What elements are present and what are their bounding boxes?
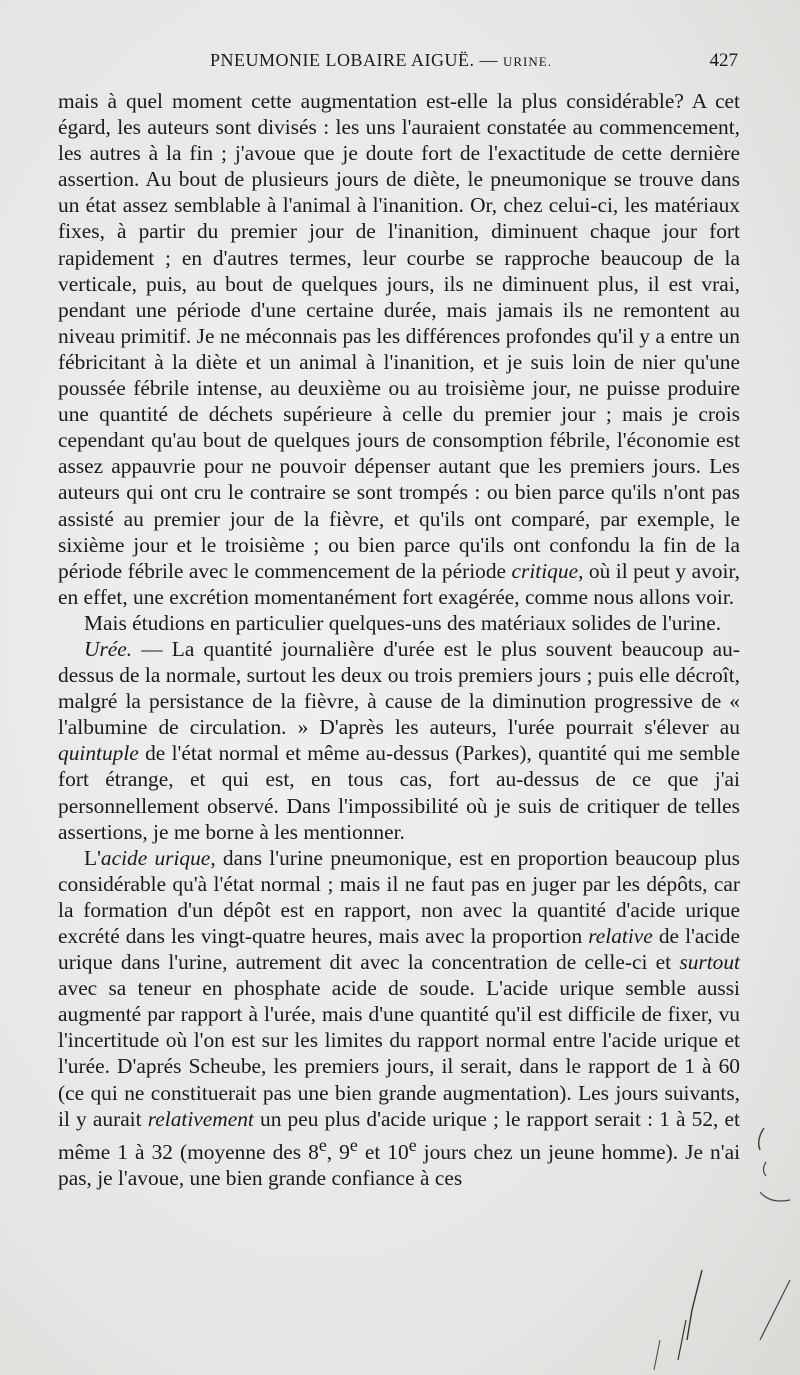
running-title-section: URINE. <box>502 54 552 69</box>
text-run: et 10 <box>357 1139 409 1164</box>
superscript: e <box>349 1134 358 1155</box>
body-text <box>58 88 740 1191</box>
text-run: avec sa teneur en phosphate acide de soude. L'acide urique semble aussi augmenté par rapport à l'urée, mais d'une quantité qu'il est difficile de fixer, vu l'incertitude où l'on est sur les limites du rapport normal entre l'acide urique et l'urée. D'aprés Scheube, les premiers jours, il serait, dans le rapport de 1 à 60 (ce qui ne constituerait pas une bien grande augmentation). Les jours suivants, il y aurait <box>58 976 740 1131</box>
text-run: L' <box>84 845 101 870</box>
superscript: e <box>408 1134 417 1155</box>
text-run: , dans l'urine pneumonique, est en proportion beaucoup plus considérable qu'à l'état normal ; mais il ne faut pas en juger par les dépôts, car la formation d'un dépôt est en rapport, non avec la quantité d'acide urique excrété dans les vingt-quatre heures, mais avec la proportion <box>58 845 740 948</box>
paragraph-1 <box>58 88 740 610</box>
text-run: de l'acide urique dans l'urine, autrement dit avec la concentration de celle-ci et <box>58 924 740 975</box>
paragraph-2: Mais étudions en particulier quelques-uns des matériaux solides de l'urine. <box>84 610 722 635</box>
italic-text: critique <box>511 558 579 583</box>
superscript: e <box>318 1134 327 1155</box>
text-run: , 9 <box>326 1139 350 1164</box>
text-run: jours chez un jeune homme). Je n'ai pas, je l'avoue, une bien grande confiance à ces <box>58 1139 741 1190</box>
italic-text: quintuple <box>58 741 139 766</box>
italic-text: relative <box>588 924 653 948</box>
text-run: mais à quel moment cette augmentation est-elle la plus considérable? A cet égard, les auteurs sont divisés : les uns l'auraient constatée au commencement, les autres à la fin ; j'avoue que je doute fort de l'exactitude de cette dernière assertion. Au bout de plusieurs jours de diète, le pneumonique se trouve dans un état assez semblable à l'animal à l'inanition. Or, chez celui-ci, les matériaux fixes, à partir du premier jour de l'inanition, diminuent chaque jour fort rapidement ; en d'autres termes, leur courbe se rapproche beaucoup de la verticale, puis, au bout de quelques jours, ils ne diminuent plus, il est vrai, pendant une période d'une certaine durée, mais jamais ils ne remontent au niveau primitif. Je ne méconnais pas les différences profondes qu'il y a entre un fébricitant à la diète et un animal à l'inanition, et je suis loin de nier qu'une poussée fébrile intense, au deuxième ou au troisième jour, ne puisse produire une quantité de déchets supérieure à celle du premier jour ; mais je crois cependant qu'au bout de quelques jours de consomption fébrile, l'économie est assez appauvrie pour ne pouvoir dépenser autant que les premiers jours. Les auteurs qui ont cru le contraire se sont trompés : ou bien parce qu'ils n'ont pas assisté au premier jour de la fièvre, et qu'ils ont comparé, par exemple, le sixième jour et le troisième ; ou bien parce qu'ils ont confondu la fin de la période fébrile avec le commencement de la période <box>58 89 740 583</box>
running-title-main: PNEUMONIE LOBAIRE AIGUË. — <box>210 50 498 70</box>
text-run: un peu plus d'acide urique ; le rapport serait : 1 à 52, et même 1 à 32 (moyenne des 8 <box>58 1106 740 1164</box>
text-run: de l'état normal et même au-dessus (Parkes), quantité qui me semble fort étrange, et qui est, en tous cas, fort au-dessus de ce que j'ai personnellement observé. Dans l'impossibilité où je suis de critiquer de telles assertions, je me borne à les mentionner. <box>58 741 740 844</box>
text-run: , où il peut y avoir, en effet, une excrétion momentanément fort exagérée, comme nous allons voir. <box>58 558 741 609</box>
italic-text: surtout <box>679 950 740 975</box>
running-header <box>58 50 738 78</box>
section-heading-uree: Urée. <box>84 636 133 661</box>
running-title <box>210 50 552 71</box>
paragraph-acide-urique <box>58 845 740 1191</box>
text-run: — La quantité journalière d'urée est le plus souvent beaucoup au-dessus de la normale, surtout les deux ou trois premiers jours ; puis elle décroît, malgré la persistance de la fièvre, à cause de la diminution progressive de « l'albumine de circulation. » D'après les auteurs, l'urée pourrait s'élever au <box>58 636 740 740</box>
italic-text: relativement <box>147 1106 254 1131</box>
page-number: 427 <box>709 50 738 71</box>
paragraph-uree <box>58 636 740 845</box>
section-heading-acide-urique: acide urique <box>100 845 211 870</box>
